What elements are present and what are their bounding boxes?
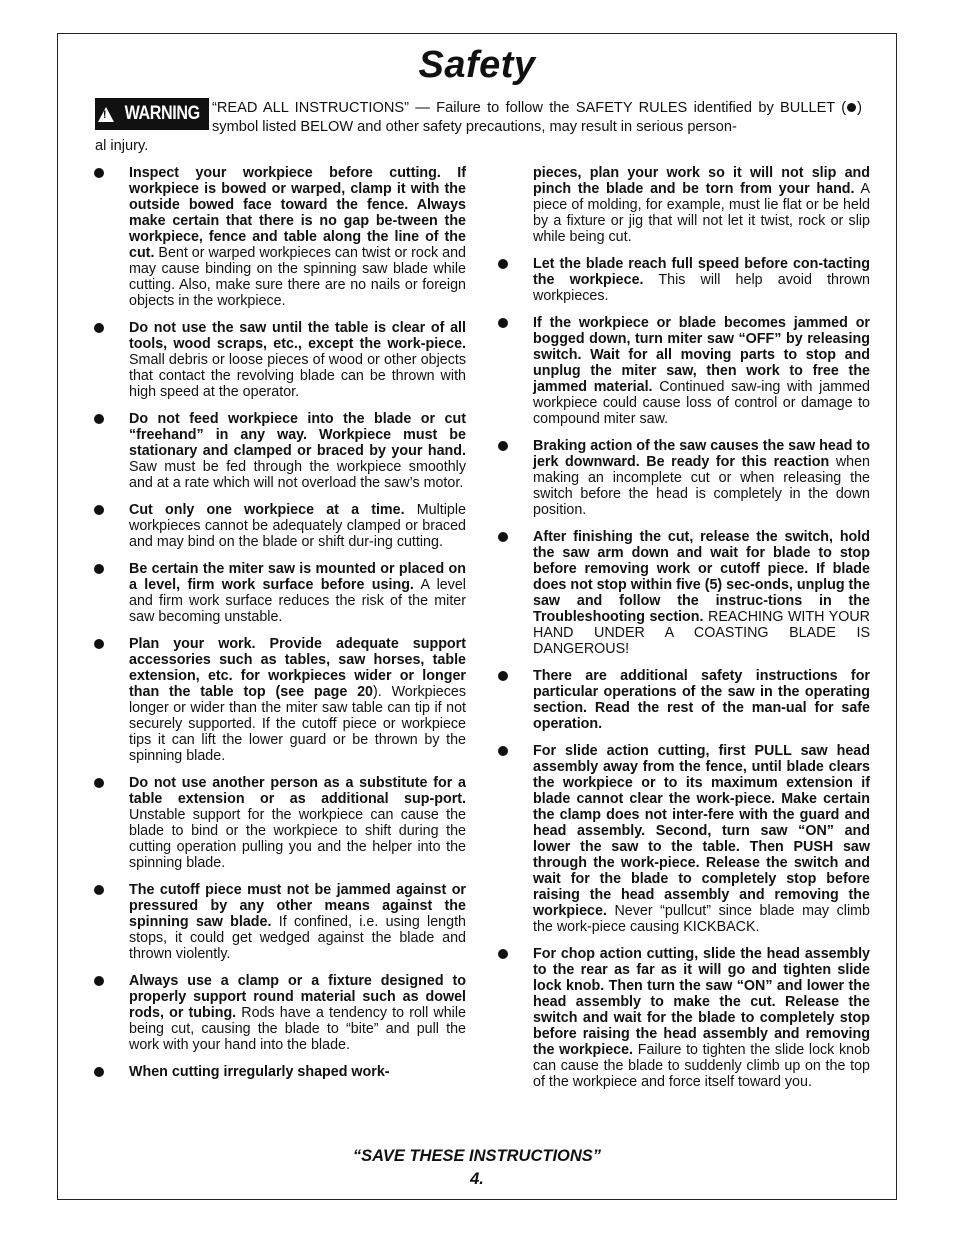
warning-badge bbox=[95, 98, 209, 130]
safety-item-bold: Do not use the saw until the table is clear of all tools, wood scraps, etc., except the work-piece. bbox=[129, 320, 466, 352]
bullet-icon bbox=[94, 505, 104, 515]
safety-item bbox=[498, 529, 870, 657]
safety-item-bold: Plan your work. Provide adequate support accessories such as tables, saw horses, table extension, etc. for workpieces wider or longer than the table top (see page 20 bbox=[129, 636, 466, 700]
safety-item bbox=[94, 973, 466, 1053]
safety-item-bold: Always use a clamp or a fixture designed to properly support round material such as dowel rods, or tubing. bbox=[129, 973, 466, 1021]
safety-item bbox=[498, 668, 870, 732]
bullet-icon bbox=[498, 671, 508, 681]
intro-text-b: ) symbol listed BELOW and other safety precautions, may result in serious person- bbox=[212, 100, 862, 135]
safety-item bbox=[498, 256, 870, 304]
safety-item-text: Small debris or loose pieces of wood or other objects that contact the revolving blade can be thrown with high speed at the operator. bbox=[129, 352, 466, 400]
safety-item bbox=[498, 315, 870, 427]
safety-item-bold: After finishing the cut, release the switch, hold the saw arm down and wait for blade to stop before removing work or cutoff piece. If blade does not stop within five (5) sec-onds, unplug the saw and follow the instruc-tions in the Troubleshooting section. bbox=[533, 529, 870, 625]
safety-item-bold: For chop action cutting, slide the head assembly to the rear as far as it will go and tighten slide lock knob. Then turn the saw “ON” and lower the head assembly to make the cut. Release the switch and wait for the blade to completely stop before raising the head assembly and removing the workpiece. bbox=[533, 946, 870, 1058]
bullet-icon bbox=[94, 564, 104, 574]
safety-item bbox=[94, 882, 466, 962]
safety-item-text: Unstable support for the workpiece can cause the blade to bind or the workpiece to shift during the cutting operation pulling you and the helper into the spinning blade. bbox=[129, 807, 466, 871]
safety-item-bold: For slide action cutting, first PULL saw head assembly away from the fence, until blade clears the workpiece or to its maximum extension if blade cannot clear the work-piece. Make certain the clamp does not inter-fere with the guard and head assembly. Second, turn saw “ON” and lower the saw to the table. Then PUSH saw through the work-piece. Release the switch and wait for the blade to completely stop before raising the head assembly and removing the workpiece. bbox=[533, 743, 870, 919]
bullet-icon bbox=[94, 976, 104, 986]
safety-item-bold: Cut only one workpiece at a time. bbox=[129, 502, 405, 518]
bullet-symbol-icon bbox=[847, 103, 856, 112]
bullet-icon bbox=[498, 318, 508, 328]
intro-paragraph bbox=[212, 99, 862, 137]
safety-item-text: Continued saw-ing with jammed workpiece could cause loss of control or damage to compound miter saw. bbox=[533, 379, 871, 427]
page-title: Safety bbox=[418, 44, 536, 86]
safety-item-bold: The cutoff piece must not be jammed against or pressured by any other means against the spinning saw blade. bbox=[129, 882, 466, 930]
safety-item-text: A level and firm work surface reduces the risk of the miter saw becoming unstable. bbox=[129, 577, 466, 625]
bullet-icon bbox=[94, 639, 104, 649]
safety-item-text: when making an incomplete cut or when releasing the switch before the head is completely in the down position. bbox=[533, 454, 870, 518]
safety-item-text: If confined, i.e. using length stops, it could get wedged against the blade and thrown violently. bbox=[129, 914, 466, 962]
safety-item-bold: Let the blade reach full speed before con-tacting the workpiece. bbox=[533, 256, 870, 288]
safety-item-bold: pieces, plan your work so it will not slip and pinch the blade and be torn from your hand. bbox=[533, 165, 870, 197]
safety-item bbox=[94, 165, 466, 309]
intro-continuation: al injury. bbox=[95, 138, 149, 154]
bullet-icon bbox=[94, 414, 104, 424]
bullet-icon bbox=[498, 259, 508, 269]
bullet-icon bbox=[94, 323, 104, 333]
bullet-icon bbox=[94, 1067, 104, 1077]
safety-item-bold: If the workpiece or blade becomes jammed or bogged down, turn miter saw “OFF” by releasing switch. Wait for all moving parts to stop and unplug the miter saw, then work to free the jammed material. bbox=[533, 315, 870, 395]
safety-item-text: REACHING WITH YOUR HAND UNDER A COASTING BLADE IS DANGEROUS! bbox=[533, 609, 870, 657]
safety-item-text: This will help avoid thrown workpieces. bbox=[533, 272, 870, 304]
safety-item-bold: Inspect your workpiece before cutting. If workpiece is bowed or warped, clamp it with the outside bowed face toward the fence. Always make certain that there is no gap be-tween the workpiece, fence and table along the line of the cut. bbox=[129, 165, 466, 261]
safety-item-text: Multiple workpieces cannot be adequately clamped or braced and may bind on the blade or shift dur-ing cutting. bbox=[129, 502, 466, 550]
bullet-icon bbox=[498, 949, 508, 959]
safety-item bbox=[498, 165, 870, 245]
page-number: 4. bbox=[470, 1170, 484, 1188]
safety-item bbox=[498, 946, 870, 1090]
bullet-icon bbox=[498, 441, 508, 451]
safety-item-bold: There are additional safety instructions for particular operations of the saw in the operating section. Read the rest of the man-ual for safe operation. bbox=[533, 668, 870, 732]
bullet-icon bbox=[94, 168, 104, 178]
bullet-icon bbox=[94, 778, 104, 788]
safety-item-text: A piece of molding, for example, must lie flat or be held by a fixture or jig that will not let it twist, rock or slip while being cut. bbox=[533, 181, 870, 245]
safety-item bbox=[94, 775, 466, 871]
safety-item bbox=[94, 636, 466, 764]
left-column bbox=[94, 165, 466, 1091]
safety-item-text: Failure to tighten the slide lock knob can cause the blade to suddenly climb up on the top of the workpiece and force itself toward you. bbox=[533, 1042, 870, 1090]
intro-text-a: “READ ALL INSTRUCTIONS” — Failure to follow the SAFETY RULES identified by BULLET ( bbox=[212, 100, 847, 116]
safety-item bbox=[94, 411, 466, 491]
safety-item-bold: Braking action of the saw causes the saw head to jerk downward. Be ready for this reaction bbox=[533, 438, 870, 470]
safety-item-text: Bent or warped workpieces can twist or rock and may cause binding on the spinning saw blade while cutting. Also, make sure there are no nails or foreign objects in the workpiece. bbox=[129, 245, 466, 309]
safety-item-bold: When cutting irregularly shaped work- bbox=[129, 1064, 390, 1080]
safety-item-text: ). Workpieces longer or wider than the miter saw table can tip if not securely supported. If the cutoff piece or workpiece tips it can lift the lower guard or be thrown by the spinning blade. bbox=[129, 684, 466, 764]
save-instructions: “SAVE THESE INSTRUCTIONS” bbox=[352, 1147, 602, 1165]
safety-item bbox=[94, 561, 466, 625]
safety-item-bold: Do not feed workpiece into the blade or cut “freehand” in any way. Workpiece must be stationary and clamped or braced by your hand. bbox=[129, 411, 466, 459]
safety-item bbox=[94, 320, 466, 400]
safety-item-bold: Do not use another person as a substitute for a table extension or as additional sup-port. bbox=[129, 775, 466, 807]
safety-item-bold: Be certain the miter saw is mounted or placed on a level, firm work surface before using. bbox=[129, 561, 466, 593]
safety-item bbox=[498, 438, 870, 518]
bullet-icon bbox=[94, 885, 104, 895]
bullet-icon bbox=[498, 532, 508, 542]
safety-item-text: Never “pullcut” since blade may climb the work-piece causing KICKBACK. bbox=[533, 903, 870, 935]
safety-item-text: Rods have a tendency to roll while being cut, causing the blade to “bite” and pull the work with your hand into the blade. bbox=[129, 1005, 466, 1053]
safety-item bbox=[94, 502, 466, 550]
warning-triangle-icon bbox=[98, 107, 114, 122]
safety-item-text: Saw must be fed through the workpiece smoothly and at a rate which will not overload the saw’s motor. bbox=[129, 459, 466, 491]
safety-item bbox=[498, 743, 870, 935]
right-column bbox=[498, 165, 870, 1101]
safety-item bbox=[94, 1064, 466, 1080]
warning-label: WARNING bbox=[124, 103, 200, 124]
bullet-icon bbox=[498, 746, 508, 756]
